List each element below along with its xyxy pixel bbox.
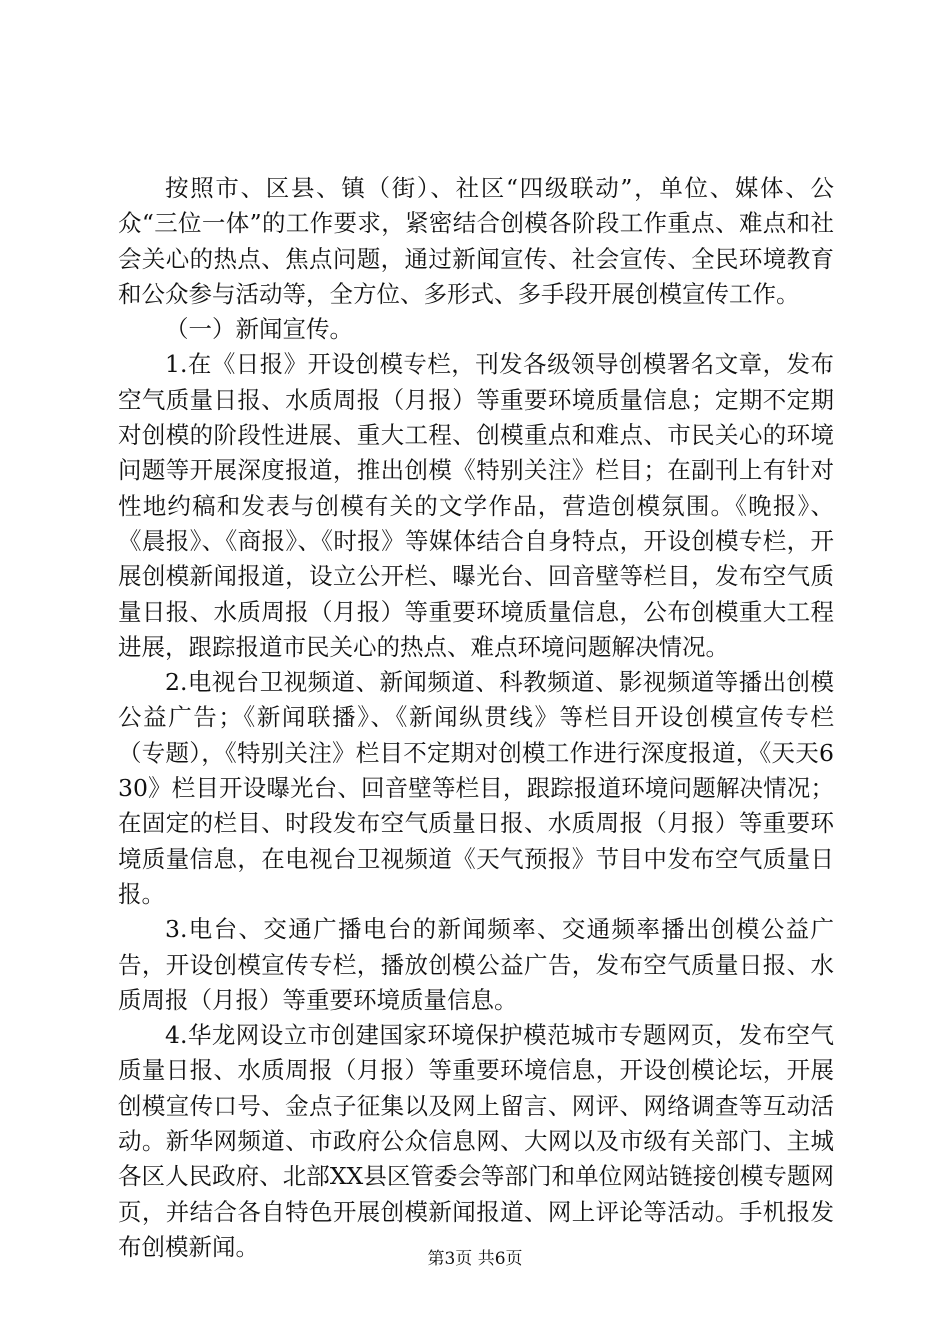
paragraph-item-4: 4.华龙网设立市创建国家环境保护模范城市专题网页，发布空气质量日报、水质周报（月报）等重要环境信息，开设创模论坛，开展创模宣传口号、金点子征集以及网上留言、网评、网络调查等互动活动。新华网频道、市政府公众信息网、大网以及市级有关部门、主城各区人民政府、北部XX县区管委会等部门和单位网站链接创模专题网页，并结合各自特色开展创模新闻报道、网上评论等活动。手机报发布创模新闻。 [118,1021,834,1261]
paragraph-item-2: 2.电视台卫视频道、新闻频道、科教频道、影视频道等播出创模公益广告；《新闻联播》、《新闻纵贯线》等栏目开设创模宣传专栏（专题），《特别关注》栏目不定期对创模工作进行深度报道，《天天630》栏目开设曝光台、回音壁等栏目，跟踪报道环境问题解决情况；在固定的栏目、时段发布空气质量日报、水质周报（月报）等重要环境质量信息，在电视台卫视频道《天气预报》节目中发布空气质量日报。 [118,668,834,908]
section-heading-news: （一）新闻宣传。 [165,315,353,344]
paragraph-intro: 按照市、区县、镇（街）、社区“四级联动”，单位、媒体、公众“三位一体”的工作要求，紧密结合创模各阶段工作重点、难点和社会关心的热点、焦点问题，通过新闻宣传、社会宣传、全民环境教育和公众参与活动等，全方位、多形式、多手段开展创模宣传工作。 [118,174,834,308]
page-footer: 第3页 共6页 [427,1249,523,1269]
paragraph-item-3: 3.电台、交通广播电台的新闻频率、交通频率播出创模公益广告，开设创模宣传专栏，播放创模公益广告，发布空气质量日报、水质周报（月报）等重要环境质量信息。 [118,915,834,1014]
document-body [118,171,834,1265]
paragraph-item-1: 1.在《日报》开设创模专栏，刊发各级领导创模署名文章，发布空气质量日报、水质周报（月报）等重要环境质量信息；定期不定期对创模的阶段性进展、重大工程、创模重点和难点、市民关心的环境问题等开展深度报道，推出创模《特别关注》栏目；在副刊上有针对性地约稿和发表与创模有关的文学作品，营造创模氛围。《晚报》、《晨报》、《商报》、《时报》等媒体结合自身特点，开设创模专栏，开展创模新闻报道，设立公开栏、曝光台、回音壁等栏目，发布空气质量日报、水质周报（月报）等重要环境质量信息，公布创模重大工程进展，跟踪报道市民关心的热点、难点环境问题解决情况。 [118,350,834,661]
